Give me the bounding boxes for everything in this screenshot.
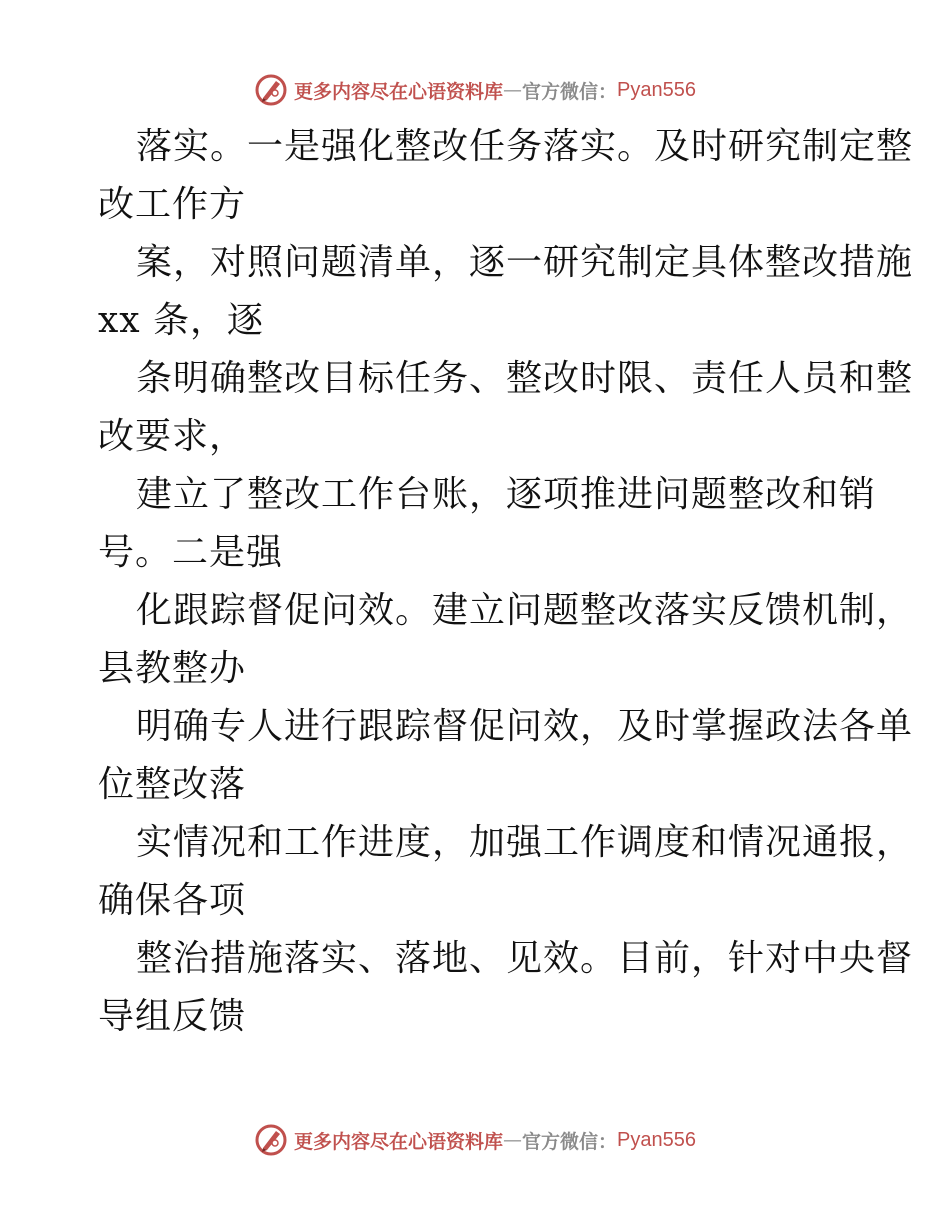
pen-logo-icon: [254, 73, 288, 107]
document-body: [98, 118, 914, 1046]
banner-slogan: 更多内容尽在心语资料库: [294, 80, 504, 103]
pen-logo-icon: [254, 1123, 288, 1157]
banner-wechat-id: Pyan556: [617, 78, 696, 101]
body-line: 改要求，: [98, 416, 247, 457]
body-line: 案，对照问题清单，逐一研究制定具体整改措施: [136, 242, 914, 283]
banner-wechat-label: 官方微信：: [522, 80, 618, 103]
banner-wechat-id: Pyan556: [617, 1128, 696, 1151]
body-line: 改工作方: [98, 184, 247, 225]
body-line: 化跟踪督促问效。建立问题整改落实反馈机制，: [136, 590, 914, 631]
body-line: 确保各项: [98, 880, 247, 921]
banner-wechat-label: 官方微信：: [522, 1130, 618, 1153]
body-line: 导组反馈: [98, 996, 247, 1037]
body-line: 县教整办: [98, 648, 247, 689]
banner-slogan: 更多内容尽在心语资料库: [294, 1130, 504, 1153]
body-line: 落实。一是强化整改任务落实。及时研究制定整: [136, 126, 914, 167]
footer-banner: [0, 1120, 950, 1160]
body-line: 实情况和工作进度，加强工作调度和情况通报，: [136, 822, 914, 863]
body-line: 号。二是强: [98, 532, 284, 573]
body-line: 整治措施落实、落地、见效。目前，针对中央督: [136, 938, 914, 979]
body-line: 建立了整改工作台账，逐项推进问题整改和销: [136, 474, 877, 515]
body-line: 位整改落: [98, 764, 247, 805]
body-line: 条明确整改目标任务、整改时限、责任人员和整: [136, 358, 914, 399]
header-banner: [0, 70, 950, 110]
banner-separator: —: [503, 1129, 523, 1151]
body-line: xx 条，逐: [98, 300, 265, 341]
banner-separator: —: [503, 79, 523, 101]
body-line: 明确专人进行跟踪督促问效，及时掌握政法各单: [136, 706, 914, 747]
